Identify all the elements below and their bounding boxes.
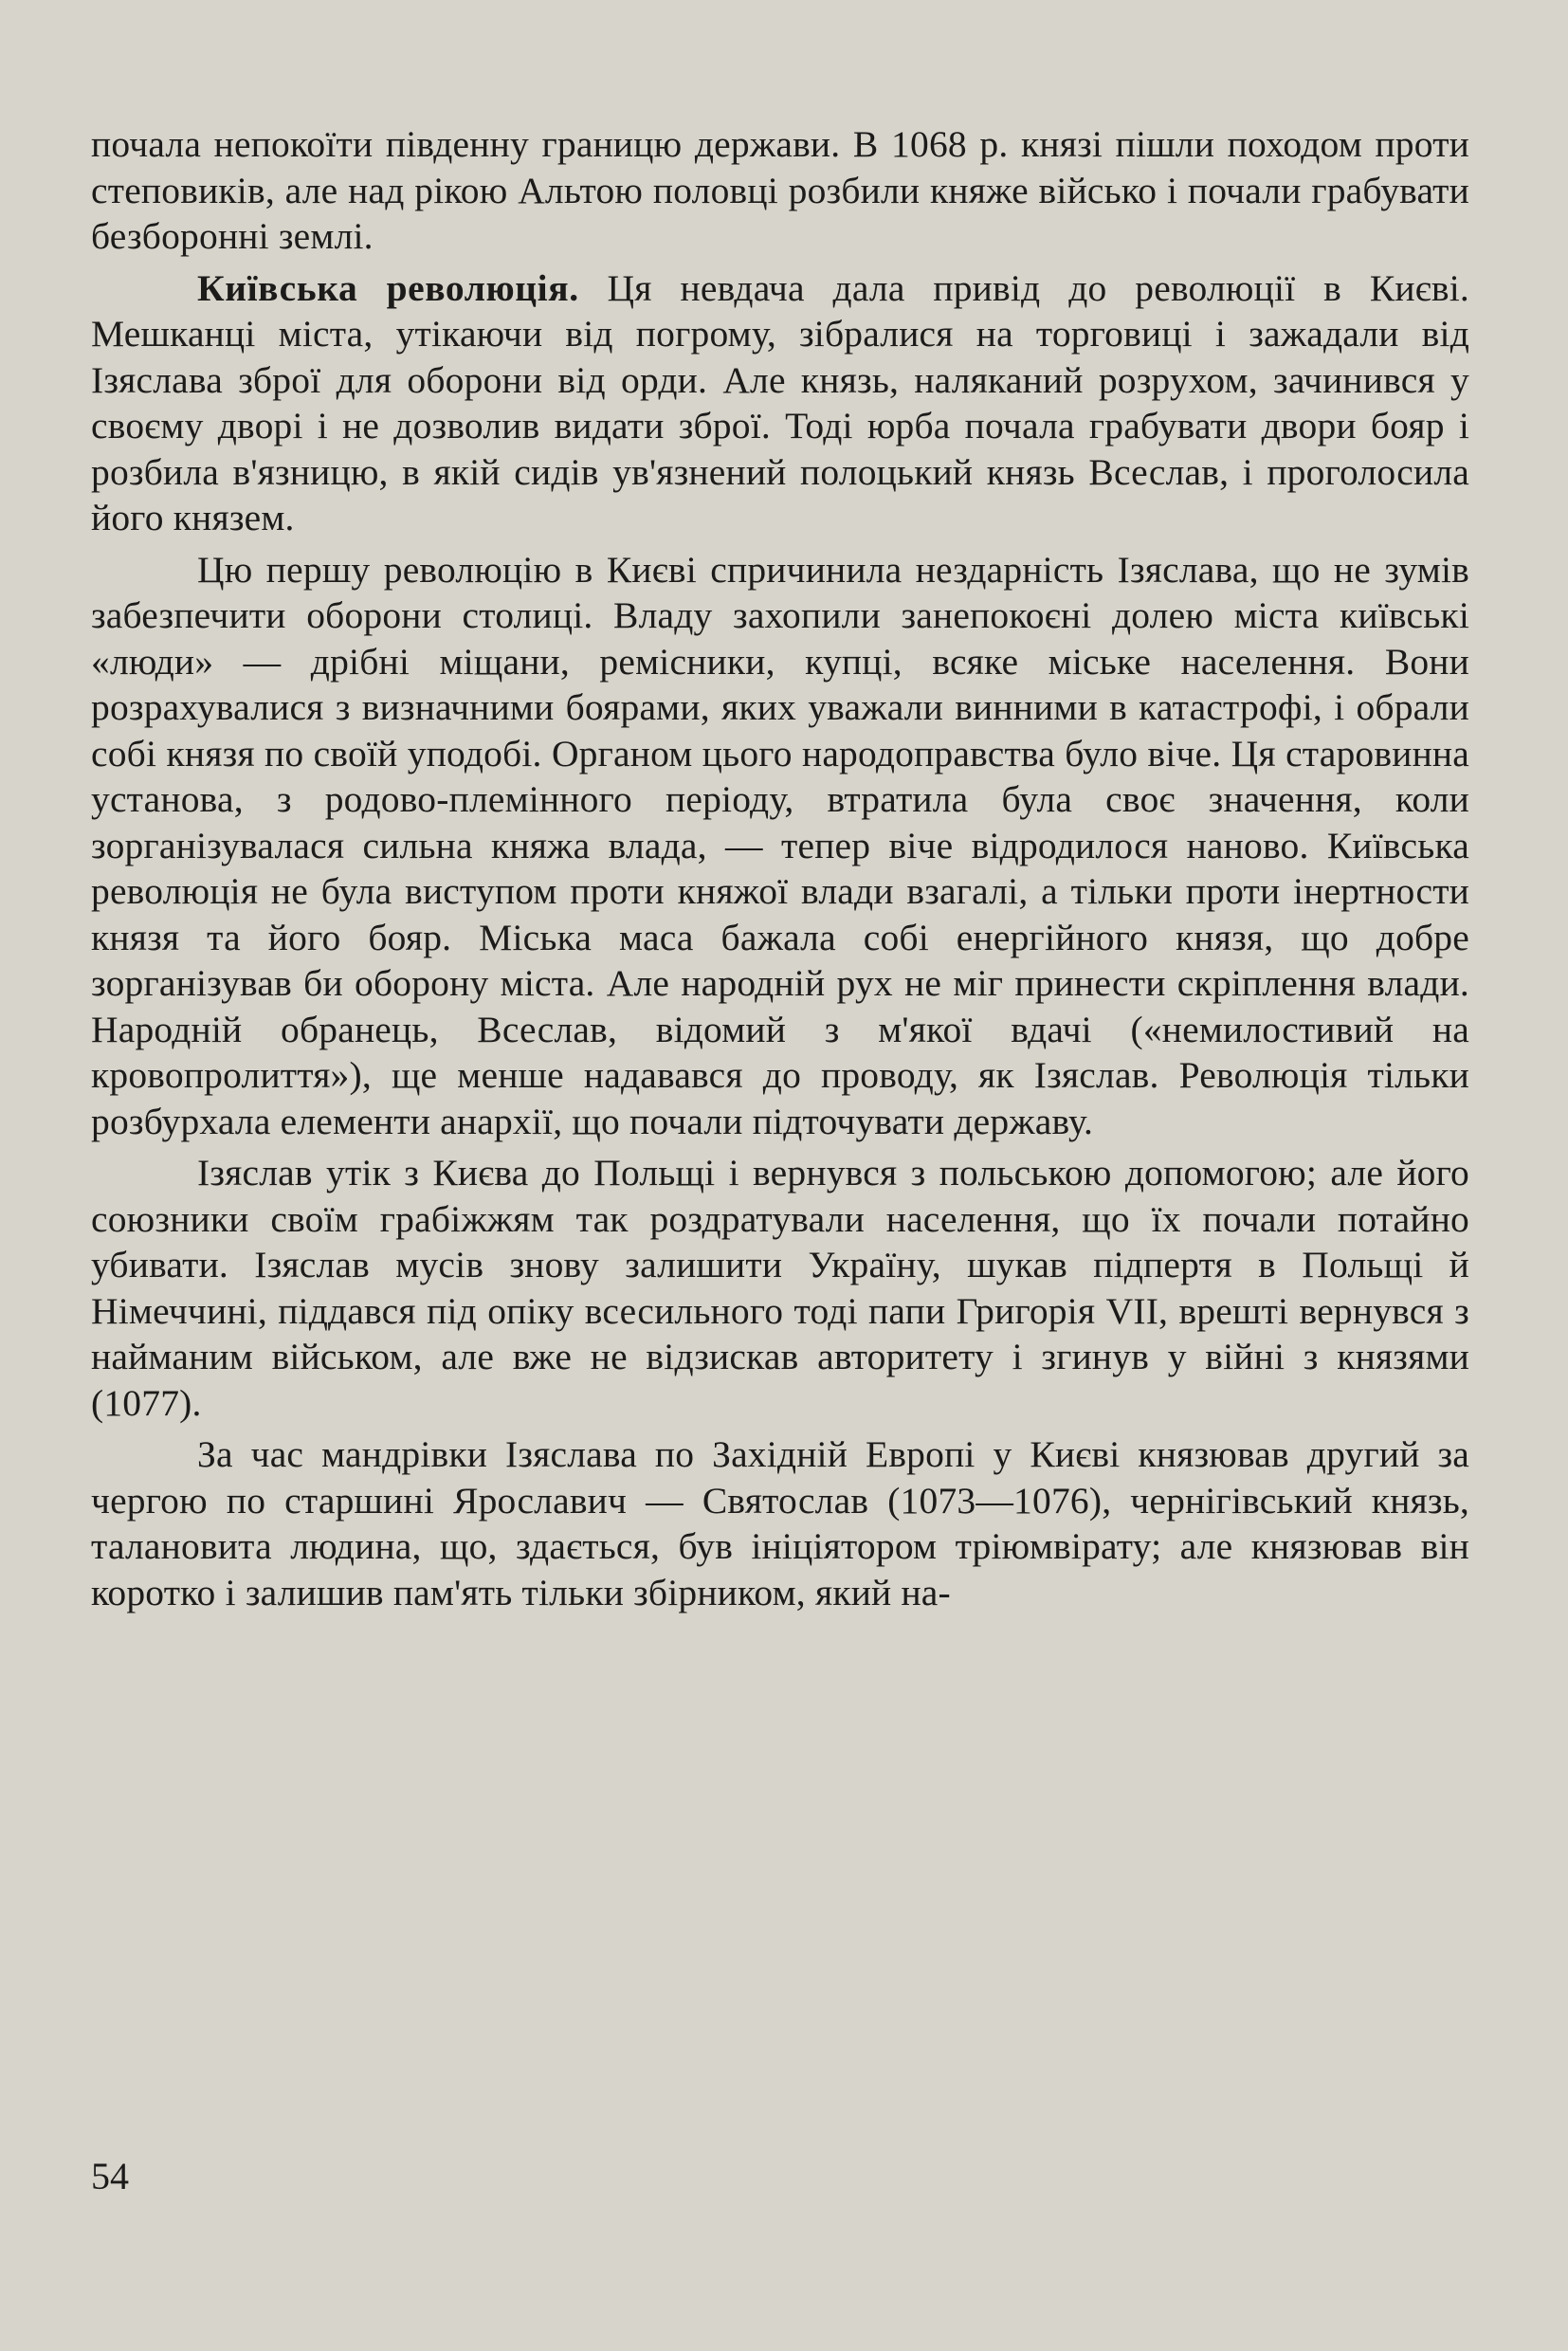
paragraph: [91, 547, 1469, 1145]
section-heading: Київська революція.: [197, 266, 579, 309]
paragraph-text: Цю першу революцію в Києві спричинила нездарність Ізяслава, що не зумів забезпечити оборони столиці. Владу захопили занепокоєні долею міста київські «люди» — дрібні міщани, ремісники, купці, всяке міське населення. Вони розрахувалися з визначними боярами, яких уважали винними в катастрофі, і обрали собі князя по своїй уподобі. Органом цього народоправства було віче. Ця старовинна установа, з родово-племінного періоду, втратила була своє значення, коли зорганізувалася сильна княжа влада, — тепер віче відродилося наново. Київська революція не була виступом проти княжої влади взагалі, а тільки проти інертности князя та його бояр. Міська маса бажала собі енергійного князя, що добре зорганізував би оборону міста. Але народній рух не міг принести скріплення влади. Народній обранець, Всеслав, відомий з м'якої вдачі («немилостивий на кровопролиття»), ще менше надавався до проводу, як Ізяслав. Революція тільки розбурхала елементи анархії, що почали підточувати державу.: [91, 548, 1469, 1142]
paragraph-text: За час мандрівки Ізяслава по Західній Европі у Києві князював другий за чергою по старшині Ярославич — Святослав (1073—1076), чернігівський князь, талановита людина, що, здається, був ініціятором тріюмвірату; але князював він коротко і залишив пам'ять тільки збірником, який на-: [91, 1433, 1469, 1613]
paragraph: [91, 121, 1469, 260]
paragraph-text: Ізяслав утік з Києва до Польщі і вернувся з польською допомогою; але його союзники своїм грабіжжям так роздратували населення, що їх почали потайно убивати. Ізяслав мусів знову залишити Україну, шукав підпертя в Польщі й Німеччині, піддався під опіку всесильного тоді папи Григорія VII, врешті вернувся з найманим військом, але вже не відзискав авторитету і згинув у війні з князями (1077).: [91, 1152, 1469, 1424]
paragraph: [91, 1431, 1469, 1615]
paragraph: [91, 1150, 1469, 1426]
page-text: [91, 121, 1469, 1615]
paragraph-text: почала непокоїти південну границю держави. В 1068 р. князі пішли походом проти степовиків, але над рікою Альтою половці розбили княже військо і почали грабувати безборонні землі.: [91, 123, 1469, 257]
paragraph: [91, 265, 1469, 541]
page-number: 54: [91, 2155, 129, 2197]
paragraph-text: Ця невдача дала привід до революції в Києві. Мешканці міста, утікаючи від погрому, зібралися на торговиці і зажадали від Ізяслава зброї для оборони від орди. Але князь, наляканий розрухом, зачинився у своєму дворі і не дозволив видати зброї. Тоді юрба почала грабувати двори бояр і розбила в'язницю, в якій сидів ув'язнений полоцький князь Всеслав, і проголосила його князем.: [91, 266, 1469, 538]
